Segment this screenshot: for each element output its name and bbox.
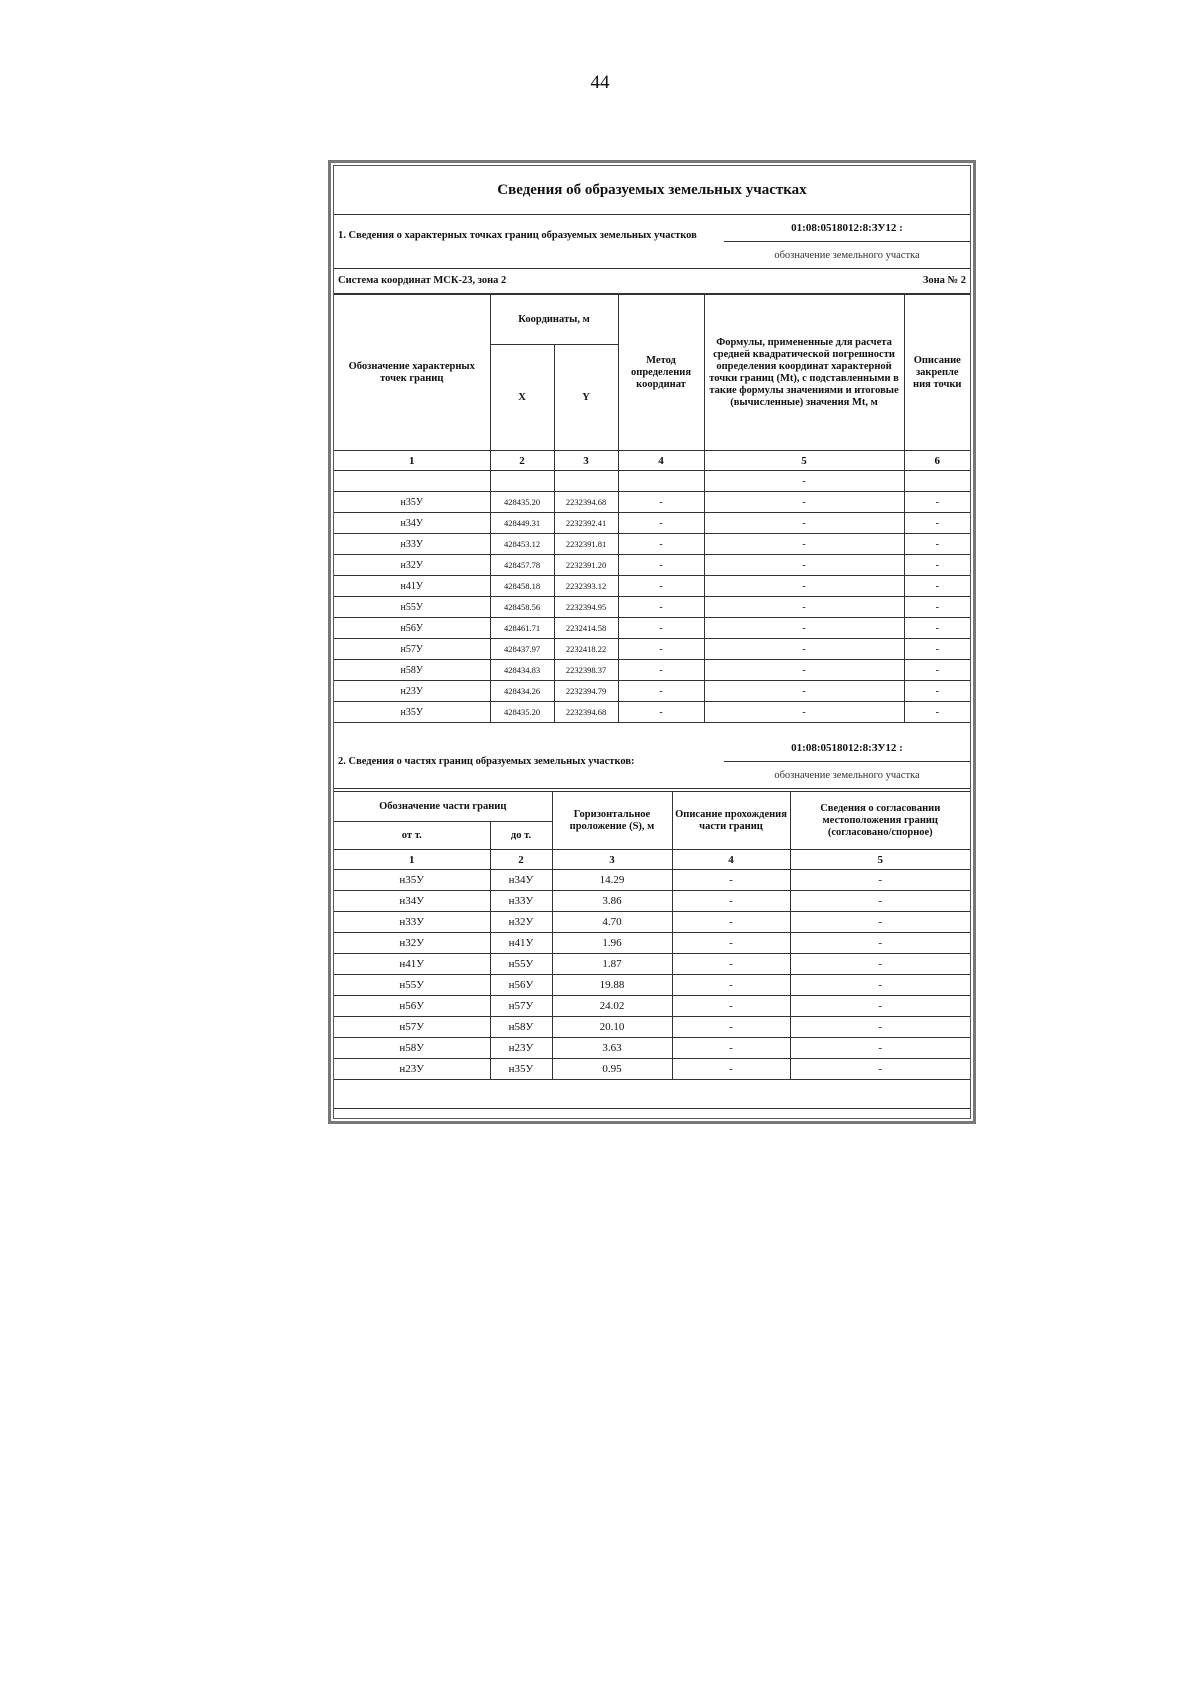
cell-agreement: -: [790, 954, 970, 975]
cell-desc: -: [904, 513, 970, 534]
cell-length: 19.88: [552, 975, 672, 996]
section1-header: [334, 215, 970, 269]
cell-length: 4.70: [552, 912, 672, 933]
cell-formula: -: [704, 597, 904, 618]
cell-point: н34У: [334, 513, 490, 534]
header-length: Горизонтальное проложение (S), м: [552, 792, 672, 850]
cell-desc: -: [904, 492, 970, 513]
cell-to: н34У: [490, 870, 552, 891]
cell-formula: -: [704, 681, 904, 702]
table-row: [334, 870, 970, 891]
cell-formula: -: [704, 618, 904, 639]
cell-to: н32У: [490, 912, 552, 933]
table-row: [334, 954, 970, 975]
index-cell: 1: [334, 850, 490, 870]
header-desc: Описание закрепле ния точки: [904, 295, 970, 451]
table-row: [334, 975, 970, 996]
index-row: [334, 850, 970, 870]
cell-desc: -: [904, 618, 970, 639]
cell-desc: -: [904, 681, 970, 702]
cell-agreement: -: [790, 933, 970, 954]
cell-x: 428449.31: [490, 513, 554, 534]
header-agreement: Сведения о согласовании местоположения границ (согласовано/спорное): [790, 792, 970, 850]
cell-desc: -: [904, 660, 970, 681]
cell-agreement: -: [790, 1059, 970, 1080]
table-row: [334, 1038, 970, 1059]
cell-method: -: [618, 597, 704, 618]
form-footer-space: [334, 1080, 970, 1109]
cell-from: н35У: [334, 870, 490, 891]
cell-desc: -: [904, 576, 970, 597]
cell-from: н55У: [334, 975, 490, 996]
cell-formula: -: [704, 555, 904, 576]
empty-row-formula: -: [704, 471, 904, 492]
cell-length: 1.87: [552, 954, 672, 975]
cell-method: -: [618, 660, 704, 681]
table-row: [334, 555, 970, 576]
index-cell: 5: [790, 850, 970, 870]
section2-heading: 2. Сведения о частях границ образуемых земельных участков:: [338, 756, 635, 767]
cell-length: 14.29: [552, 870, 672, 891]
cell-agreement: -: [790, 975, 970, 996]
section2-parcel-caption: обозначение земельного участка: [774, 770, 920, 781]
index-cell: 4: [672, 850, 790, 870]
coordinate-system: Система координат МСК-23, зона 2: [338, 275, 507, 286]
table-row: [334, 1059, 970, 1080]
cell-from: н23У: [334, 1059, 490, 1080]
cell-point: н55У: [334, 597, 490, 618]
cell-from: н56У: [334, 996, 490, 1017]
cell-y: 2232392.41: [554, 513, 618, 534]
cell-length: 3.63: [552, 1038, 672, 1059]
table-row: [334, 639, 970, 660]
section1-parcel-caption: обозначение земельного участка: [774, 250, 920, 261]
cell-method: -: [618, 555, 704, 576]
section2-parcel: [724, 735, 970, 788]
cell-desc: -: [672, 870, 790, 891]
cell-formula: -: [704, 492, 904, 513]
table-row: [334, 933, 970, 954]
cell-to: н55У: [490, 954, 552, 975]
table-row: [334, 534, 970, 555]
cell-point: н56У: [334, 618, 490, 639]
cell-point: н35У: [334, 702, 490, 723]
cell-desc: -: [904, 639, 970, 660]
cell-formula: -: [704, 660, 904, 681]
cell-y: 2232398.37: [554, 660, 618, 681]
header-y: Y: [554, 345, 618, 451]
cell-length: 3.86: [552, 891, 672, 912]
cell-y: 2232391.20: [554, 555, 618, 576]
cell-x: 428458.18: [490, 576, 554, 597]
header-to: до т.: [490, 822, 552, 850]
cell-y: 2232394.95: [554, 597, 618, 618]
cell-agreement: -: [790, 1017, 970, 1038]
cell-agreement: -: [790, 996, 970, 1017]
header-from: от т.: [334, 822, 490, 850]
cell-x: 428458.56: [490, 597, 554, 618]
cell-method: -: [618, 681, 704, 702]
cell-method: -: [618, 639, 704, 660]
cell-to: н35У: [490, 1059, 552, 1080]
cell-x: 428453.12: [490, 534, 554, 555]
cell-from: н41У: [334, 954, 490, 975]
index-row: [334, 451, 970, 471]
table-row: [334, 618, 970, 639]
land-parcel-form: [328, 160, 976, 1124]
cell-desc: -: [672, 996, 790, 1017]
cell-desc: -: [672, 891, 790, 912]
header-formula: Формулы, примененные для расчета средней квадратической погрешности определения координат характерной точки границ (Mt), с подставленными в такие формулы значениями и итоговые (вычисленные) значения Mt, м: [704, 295, 904, 451]
index-cell: 6: [904, 451, 970, 471]
index-cell: 1: [334, 451, 490, 471]
cell-point: н57У: [334, 639, 490, 660]
cell-to: н57У: [490, 996, 552, 1017]
header-part-desc: Описание прохождения части границ: [672, 792, 790, 850]
table-row: [334, 597, 970, 618]
table-row: [334, 660, 970, 681]
cell-desc: -: [904, 702, 970, 723]
section1-parcel: [724, 215, 970, 268]
cell-desc: -: [672, 1017, 790, 1038]
cell-length: 20.10: [552, 1017, 672, 1038]
cell-length: 0.95: [552, 1059, 672, 1080]
index-cell: 5: [704, 451, 904, 471]
coordinate-system-row: [334, 269, 970, 294]
cell-to: н56У: [490, 975, 552, 996]
cell-formula: -: [704, 534, 904, 555]
cell-desc: -: [672, 912, 790, 933]
index-cell: 3: [554, 451, 618, 471]
cell-length: 1.96: [552, 933, 672, 954]
cell-x: 428434.26: [490, 681, 554, 702]
cell-y: 2232414.58: [554, 618, 618, 639]
table-row: [334, 996, 970, 1017]
table-row: [334, 891, 970, 912]
cell-from: н32У: [334, 933, 490, 954]
cell-y: 2232393.12: [554, 576, 618, 597]
header-method: Метод определения координат: [618, 295, 704, 451]
empty-row: [334, 471, 970, 492]
cell-to: н33У: [490, 891, 552, 912]
cell-desc: -: [672, 954, 790, 975]
cell-point: н35У: [334, 492, 490, 513]
cell-y: 2232418.22: [554, 639, 618, 660]
cell-to: н23У: [490, 1038, 552, 1059]
cell-method: -: [618, 618, 704, 639]
index-cell: 4: [618, 451, 704, 471]
cell-agreement: -: [790, 1038, 970, 1059]
cell-to: н58У: [490, 1017, 552, 1038]
cell-x: 428434.83: [490, 660, 554, 681]
cell-x: 428435.20: [490, 702, 554, 723]
zone-label: Зона № 2: [922, 275, 966, 286]
table-row: [334, 912, 970, 933]
section2-parcel-code: 01:08:0518012:8:ЗУ12 :: [724, 735, 970, 762]
table-row: [334, 702, 970, 723]
header-part: Обозначение части границ: [334, 792, 552, 822]
cell-desc: -: [672, 1038, 790, 1059]
index-cell: 3: [552, 850, 672, 870]
cell-y: 2232394.68: [554, 702, 618, 723]
section2-header: [334, 735, 970, 789]
cell-formula: -: [704, 513, 904, 534]
cell-agreement: -: [790, 870, 970, 891]
cell-formula: -: [704, 702, 904, 723]
cell-y: 2232394.68: [554, 492, 618, 513]
cell-x: 428457.78: [490, 555, 554, 576]
cell-length: 24.02: [552, 996, 672, 1017]
page-number: 44: [590, 72, 610, 93]
cell-point: н41У: [334, 576, 490, 597]
cell-method: -: [618, 702, 704, 723]
cell-desc: -: [904, 597, 970, 618]
cell-from: н57У: [334, 1017, 490, 1038]
cell-point: н32У: [334, 555, 490, 576]
table-row: [334, 576, 970, 597]
table-row: [334, 492, 970, 513]
cell-formula: -: [704, 576, 904, 597]
cell-from: н33У: [334, 912, 490, 933]
cell-method: -: [618, 492, 704, 513]
table-row: [334, 681, 970, 702]
cell-agreement: -: [790, 891, 970, 912]
cell-y: 2232391.81: [554, 534, 618, 555]
cell-to: н41У: [490, 933, 552, 954]
cell-method: -: [618, 534, 704, 555]
index-cell: 2: [490, 850, 552, 870]
cell-desc: -: [672, 1059, 790, 1080]
cell-y: 2232394.79: [554, 681, 618, 702]
cell-method: -: [618, 513, 704, 534]
table-row: [334, 1017, 970, 1038]
cell-formula: -: [704, 639, 904, 660]
index-cell: 2: [490, 451, 554, 471]
cell-x: 428461.71: [490, 618, 554, 639]
header-coords: Координаты, м: [490, 295, 618, 345]
cell-from: н58У: [334, 1038, 490, 1059]
cell-agreement: -: [790, 912, 970, 933]
form-frame: [333, 165, 971, 1119]
section1-heading: 1. Сведения о характерных точках границ образуемых земельных участков: [338, 230, 697, 241]
table-row: [334, 513, 970, 534]
points-table: [334, 294, 970, 723]
section1-parcel-code: 01:08:0518012:8:ЗУ12 :: [724, 215, 970, 242]
header-x: X: [490, 345, 554, 451]
cell-x: 428435.20: [490, 492, 554, 513]
cell-desc: -: [904, 534, 970, 555]
cell-desc: -: [672, 975, 790, 996]
cell-method: -: [618, 576, 704, 597]
cell-desc: -: [672, 933, 790, 954]
cell-x: 428437.97: [490, 639, 554, 660]
cell-point: н33У: [334, 534, 490, 555]
boundary-parts-table: [334, 791, 970, 1080]
cell-point: н23У: [334, 681, 490, 702]
cell-from: н34У: [334, 891, 490, 912]
cell-point: н58У: [334, 660, 490, 681]
cell-desc: -: [904, 555, 970, 576]
form-title: Сведения об образуемых земельных участках: [334, 166, 970, 215]
header-point: Обозначение характерных точек границ: [334, 295, 490, 451]
